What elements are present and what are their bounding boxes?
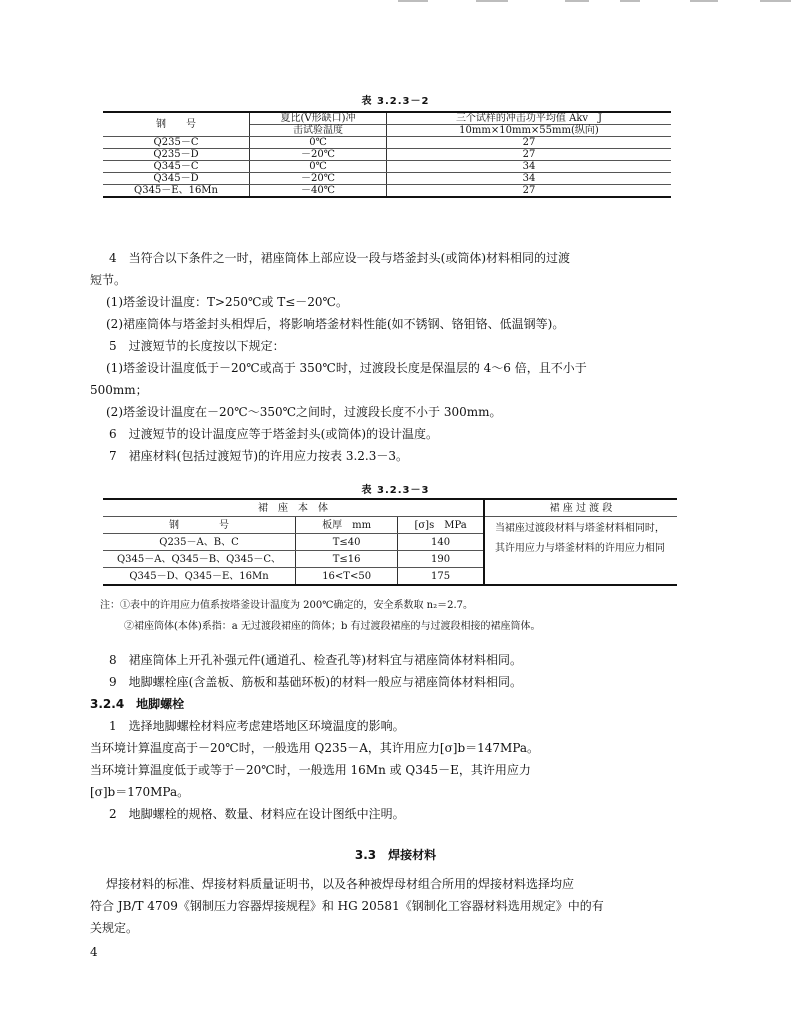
scan-artifact xyxy=(398,0,428,2)
bolt-rule-low-temp-cont: [σ]b＝170MPa。 xyxy=(90,785,190,799)
cell-energy: 27 xyxy=(387,137,672,149)
page-number: 4 xyxy=(90,945,98,959)
table-row xyxy=(103,137,671,149)
header-skirt-body: 裙 座 本 体 xyxy=(103,499,484,517)
welding-paragraph: 焊接材料的标准、焊接材料质量证明书，以及各种被焊母材组合所用的焊接材料选择均应 xyxy=(106,877,575,891)
scan-artifact xyxy=(690,0,718,2)
cell-grade: Q345－D xyxy=(103,173,250,185)
paragraph-item-7: 7 裙座材料(包括过渡短节)的许用应力按表 3.2.3－3。 xyxy=(109,449,408,463)
cell-stress: 175 xyxy=(398,568,484,586)
transition-note: 当裙座过渡段材料与塔釜材料相同时，其许用应力与塔釜材料的许用应力相同 xyxy=(484,517,677,586)
bolt-item-1: 1 选择地脚螺栓材料应考虑建塔地区环境温度的影响。 xyxy=(109,719,405,733)
bolt-rule-low-temp: 当环境计算温度低于或等于－20℃时，一般选用 16Mn 或 Q345－E，其许用应力 xyxy=(90,763,531,777)
header-energy: 三个试样的冲击功平均值 Akv J xyxy=(387,112,672,125)
length-rule-1: (1)塔釜设计温度低于－20℃或高于 350℃时，过渡段长度是保温层的 4～6 倍，且不小于 xyxy=(106,361,587,375)
welding-paragraph-cont: 符合 JB/T 4709《钢制压力容器焊接规程》和 HG 20581《钢制化工容器材料选用规定》中的有 xyxy=(90,899,604,913)
cell-energy: 27 xyxy=(387,149,672,161)
cell-temp: 0℃ xyxy=(250,137,387,149)
table-note-2: ②裙座筒体(本体)系指：a 无过渡段裙座的筒体；b 有过渡段裙座的与过渡段相接的裙座筒体。 xyxy=(124,621,541,632)
cell-grade: Q235－C xyxy=(103,137,250,149)
cell-stress: 190 xyxy=(398,551,484,568)
length-rule-2: (2)塔釜设计温度在－20℃～350℃之间时，过渡段长度不小于 300mm。 xyxy=(106,405,502,419)
table-row xyxy=(103,161,671,173)
condition-1: (1)塔釜设计温度：T>250℃或 T≤－20℃。 xyxy=(106,295,348,309)
header-grade: 钢 号 xyxy=(103,112,250,137)
section-heading-3-3: 3.3 焊接材料 xyxy=(354,848,437,862)
table-row xyxy=(103,185,671,198)
scan-artifact xyxy=(565,0,589,2)
welding-paragraph-cont: 关规定。 xyxy=(90,921,139,935)
cell-grade: Q235－D xyxy=(103,149,250,161)
cell-energy: 27 xyxy=(387,185,672,198)
cell-energy: 34 xyxy=(387,161,672,173)
impact-test-table xyxy=(103,111,671,198)
cell-grade: Q235－A、B、C xyxy=(103,534,296,551)
allowable-stress-table xyxy=(103,498,677,586)
cell-thickness: T≤16 xyxy=(296,551,398,568)
header-allowable-stress: [σ]s MPa xyxy=(398,517,484,534)
scan-artifact xyxy=(760,0,791,2)
paragraph-item-4-cont: 短节。 xyxy=(90,273,127,287)
header-temp-line1: 夏比(V形缺口)冲 xyxy=(250,112,387,125)
cell-grade: Q345－A、Q345－B、Q345－C、 xyxy=(103,551,296,568)
scan-artifact xyxy=(620,0,640,2)
scan-artifact xyxy=(476,0,508,2)
header-temp-line2: 击试验温度 xyxy=(250,125,387,137)
cell-grade: Q345－D、Q345－E、16Mn xyxy=(103,568,296,586)
cell-thickness: T≤40 xyxy=(296,534,398,551)
cell-grade: Q345－C xyxy=(103,161,250,173)
cell-temp: －40℃ xyxy=(250,185,387,198)
paragraph-item-6: 6 过渡短节的设计温度应等于塔釜封头(或筒体)的设计温度。 xyxy=(109,427,439,441)
paragraph-item-9: 9 地脚螺栓座(含盖板、筋板和基础环板)的材料一般应与裙座筒体材料相同。 xyxy=(109,675,523,689)
section-heading-3-2-4: 3.2.4 地脚螺栓 xyxy=(90,697,185,711)
header-size: 10mm×10mm×55mm(纵向) xyxy=(387,125,672,137)
header-thickness: 板厚 mm xyxy=(296,517,398,534)
header-skirt-transition: 裙 座 过 渡 段 xyxy=(484,499,677,517)
bolt-rule-high-temp: 当环境计算温度高于－20℃时，一般选用 Q235－A，其许用应力[σ]b＝147MPa。 xyxy=(90,741,540,755)
table-note-1: 注：①表中的许用应力值系按塔釜设计温度为 200℃确定的，安全系数取 n₂＝2.7。 xyxy=(100,600,473,611)
table-row xyxy=(103,149,671,161)
table-caption: 表 3.2.3－2 xyxy=(361,96,430,107)
paragraph-item-5: 5 过渡短节的长度按以下规定： xyxy=(109,339,285,353)
paragraph-item-4: 4 当符合以下条件之一时，裙座筒体上部应设一段与塔釜封头(或筒体)材料相同的过渡 xyxy=(109,251,571,265)
table-row xyxy=(103,173,671,185)
cell-thickness: 16<T<50 xyxy=(296,568,398,586)
cell-temp: －20℃ xyxy=(250,149,387,161)
cell-stress: 140 xyxy=(398,534,484,551)
cell-energy: 34 xyxy=(387,173,672,185)
cell-grade: Q345－E、16Mn xyxy=(103,185,250,198)
table-caption: 表 3.2.3－3 xyxy=(361,485,430,496)
bolt-item-2: 2 地脚螺栓的规格、数量、材料应在设计图纸中注明。 xyxy=(109,807,405,821)
paragraph-item-8: 8 裙座筒体上开孔补强元件(通道孔、检查孔等)材料宜与裙座筒体材料相同。 xyxy=(109,653,523,667)
header-grade: 钢 号 xyxy=(103,517,296,534)
cell-temp: －20℃ xyxy=(250,173,387,185)
cell-temp: 0℃ xyxy=(250,161,387,173)
length-rule-1-cont: 500mm； xyxy=(90,383,148,397)
condition-2: (2)裙座筒体与塔釜封头相焊后，将影响塔釜材料性能(如不锈钢、铬钼铬、低温钢等)。 xyxy=(106,317,565,331)
